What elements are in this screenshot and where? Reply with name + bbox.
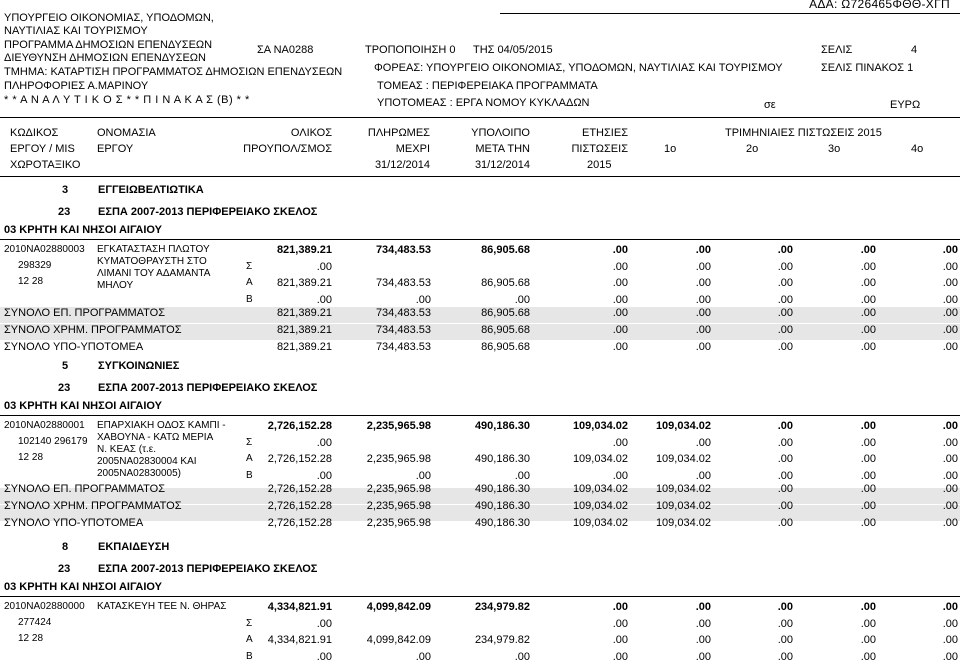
col-triminiaies: ΤΡΙΜΗΝΙΑΙΕΣ ΠΙΣΤΩΣΕΙΣ 2015 [725,127,882,139]
value-cell: 109,034.02 [572,420,628,432]
value-cell: .00 [860,293,876,306]
value-cell: .00 [860,277,876,289]
total-value: 734,483.53 [375,324,431,336]
total-label: ΣΥΝΟΛΟ ΧΡΗΜ. ΠΡΟΓΡΑΜΜΑΤΟΣ [4,500,182,512]
currency-label: ΕΥΡΩ [890,99,921,111]
total-value: 2,235,965.98 [366,517,431,529]
project-code: 2010ΝΑ02880003 [4,244,85,255]
total-value: .00 [695,341,711,353]
total-value: .00 [777,341,793,353]
total-value: .00 [942,307,958,319]
total-value: 2,726,152.28 [267,500,332,512]
col-kodikos-3: ΧΩΡΟΤΑΞΙΚΟ [10,159,81,171]
total-value: .00 [860,324,876,336]
sector-title: ΕΓΓΕΙΩΒΕΛΤΙΩΤΙΚΑ [98,184,204,196]
col-q4: 4ο [911,143,924,155]
selis-value: 4 [911,44,918,56]
value-cell: 821,389.21 [276,244,332,256]
value-cell: .00 [777,293,793,306]
value-cell: .00 [316,650,332,663]
org-line-1: ΥΠΟΥΡΓΕΙΟ ΟΙΚΟΝΟΜΙΑΣ, ΥΠΟΔΟΜΩΝ, [4,12,214,24]
project-name-line: ΛΙΜΑΝΙ ΤΟΥ ΑΔΑΜΑΝΤΑ [97,268,211,279]
sector-code: 8 [62,541,69,553]
value-cell: .00 [860,634,876,646]
region-title: 03 ΚΡΗΤΗ ΚΑΙ ΝΗΣΟΙ ΑΙΓΑΙΟΥ [4,224,162,236]
value-cell: .00 [942,634,958,646]
total-value: 86,905.68 [481,307,530,319]
value-cell: 86,905.68 [481,244,530,256]
subprogram-title: ΕΣΠΑ 2007-2013 ΠΕΡΙΦΕΡΕΙΑΚΟ ΣΚΕΛΟΣ [98,382,318,394]
report-title: * * Α Ν Α Λ Υ Τ Ι Κ Ο Σ * * Π Ι Ν Α Κ Α Σ (Β) * * [4,94,250,106]
value-cell: .00 [695,601,711,613]
project-name-line: ΜΗΛΟΥ [97,280,134,291]
total-value: .00 [777,307,793,319]
subprogram-code: 23 [58,563,71,575]
value-cell: .00 [612,260,628,273]
value-cell: .00 [942,617,958,630]
value-cell: 734,483.53 [375,277,431,289]
value-cell: 734,483.53 [375,244,431,256]
value-cell: .00 [514,469,530,482]
total-value: .00 [942,500,958,512]
sector-code: 5 [62,360,69,372]
value-cell: .00 [860,260,876,273]
row-letter: Σ [246,436,253,448]
subprogram-code: 23 [58,382,71,394]
org-line-4: ΔΙΕΥΘΥΝΣΗ ΔΗΜΟΣΙΩΝ ΕΠΕΝΔΥΣΕΩΝ [4,52,206,64]
value-cell: .00 [942,601,958,613]
sa-code: ΣΑ ΝΑ0288 [257,44,314,56]
org-line-5: ΤΜΗΜΑ: ΚΑΤΑΡΤΙΣΗ ΠΡΟΓΡΑΜΜΑΤΟΣ ΔΗΜΟΣΙΩΝ ΕΠΕΝΔΥΣΕΩΝ [4,66,343,78]
value-cell: .00 [860,244,876,256]
value-cell: .00 [942,293,958,306]
value-cell: 2,726,152.28 [267,420,332,432]
total-label: ΣΥΝΟΛΟ ΥΠΟ-ΥΠΟΤΟΜΕΑ [4,517,144,529]
subprogram-title: ΕΣΠΑ 2007-2013 ΠΕΡΙΦΕΡΕΙΑΚΟ ΣΚΕΛΟΣ [98,206,318,218]
ypotomeas: ΥΠΟΤΟΜΕΑΣ : ΕΡΓΑ ΝΟΜΟΥ ΚΥΚΛΑΔΩΝ [377,97,590,109]
col-ypoloipo-3: 31/12/2014 [474,159,530,171]
total-value: 86,905.68 [481,341,530,353]
total-value: 2,726,152.28 [267,483,332,495]
value-cell: 4,334,821.91 [267,601,332,613]
value-cell: .00 [860,453,876,465]
total-value: .00 [860,341,876,353]
header-top-rule [500,13,960,14]
value-cell: 2,235,965.98 [366,453,431,465]
value-cell: 234,979.82 [474,634,530,646]
project-code: 2010ΝΑ02880000 [4,601,85,612]
region-title: 03 ΚΡΗΤΗ ΚΑΙ ΝΗΣΟΙ ΑΙΓΑΙΟΥ [4,581,162,593]
value-cell: .00 [942,260,958,273]
value-cell: .00 [860,436,876,449]
total-label: ΣΥΝΟΛΟ ΧΡΗΜ. ΠΡΟΓΡΑΜΜΑΤΟΣ [4,324,182,336]
value-cell: .00 [415,650,431,663]
total-value: .00 [777,517,793,529]
total-value: 821,389.21 [276,307,332,319]
tropopoiisi: ΤΡΟΠΟΠΟΙΗΣΗ 0 [365,44,456,56]
total-value: 109,034.02 [655,517,711,529]
value-cell: .00 [415,469,431,482]
value-cell: .00 [942,244,958,256]
value-cell: 4,099,842.09 [366,601,431,613]
total-value: .00 [777,324,793,336]
total-value: .00 [860,483,876,495]
value-cell: .00 [612,650,628,663]
value-cell: .00 [612,601,628,613]
value-cell: .00 [415,293,431,306]
value-cell: .00 [695,277,711,289]
col-q2: 2ο [746,143,759,155]
project-name-line: ΚΥΜΑΤΟΘΡΑΥΣΤΗ ΣΤΟ [97,256,207,267]
value-cell: .00 [612,244,628,256]
project-name-line: ΧΑΒΟΥΝΑ - ΚΑΤΩ ΜΕΡΙΑ [97,432,214,443]
value-cell: 490,186.30 [474,420,530,432]
tis-date: ΤΗΣ 04/05/2015 [473,44,553,56]
value-cell: .00 [316,260,332,273]
value-cell: .00 [695,260,711,273]
selis-pinakos: ΣΕΛΙΣ ΠΙΝΑΚΟΣ 1 [821,62,914,74]
value-cell: .00 [514,650,530,663]
col-olikos-1: ΟΛΙΚΟΣ [290,127,332,139]
value-cell: .00 [777,260,793,273]
value-cell: .00 [942,420,958,432]
total-value: 821,389.21 [276,324,332,336]
region-rule [0,239,960,240]
total-value: 490,186.30 [474,483,530,495]
value-cell: .00 [860,617,876,630]
value-cell: .00 [777,436,793,449]
total-value: 490,186.30 [474,500,530,512]
value-cell: .00 [316,617,332,630]
value-cell: .00 [777,277,793,289]
value-cell: .00 [777,601,793,613]
value-cell: .00 [514,293,530,306]
row-letter: Α [246,634,253,645]
value-cell: .00 [777,617,793,630]
value-cell: .00 [612,469,628,482]
project-name-line: ΕΓΚΑΤΑΣΤΑΣΗ ΠΛΩΤΟΥ [97,244,210,255]
value-cell: 2,235,965.98 [366,420,431,432]
total-value: 490,186.30 [474,517,530,529]
total-value: .00 [695,324,711,336]
col-etisies-1: ΕΤΗΣΙΕΣ [582,127,628,139]
value-cell: 821,389.21 [276,277,332,289]
total-value: 109,034.02 [572,500,628,512]
region-rule [0,596,960,597]
total-value: .00 [777,500,793,512]
value-cell: .00 [942,650,958,663]
total-value: .00 [860,307,876,319]
project-mis: 102140 296179 [18,436,88,447]
value-cell: 4,099,842.09 [366,634,431,646]
value-cell: .00 [942,277,958,289]
col-ypoloipo-2: ΜΕΤΑ ΤΗΝ [475,143,530,155]
sector-title: ΕΚΠΑΙΔΕΥΣΗ [98,541,170,553]
value-cell: .00 [860,650,876,663]
total-value: .00 [942,341,958,353]
value-cell: .00 [695,293,711,306]
col-ypoloipo-1: ΥΠΟΛΟΙΠΟ [471,127,530,139]
project-name-line: 2005ΝΑ02830004 ΚΑΙ [97,456,197,467]
value-cell: .00 [942,453,958,465]
project-name-line: ΕΠΑΡΧΙΑΚΗ ΟΔΟΣ ΚΑΜΠΙ - [97,420,226,431]
col-pliromes-1: ΠΛΗΡΩΜΕΣ [367,127,430,139]
total-label: ΣΥΝΟΛΟ ΥΠΟ-ΥΠΟΤΟΜΕΑ [4,341,144,353]
value-cell: .00 [612,293,628,306]
total-value: 821,389.21 [276,341,332,353]
row-letter: Β [246,293,253,305]
project-name-line: 2005ΝΑ02830005) [97,468,181,479]
row-letter: Α [246,277,253,288]
project-xorotaxiko: 12 28 [18,452,44,463]
value-cell: .00 [942,436,958,449]
project-mis: 277424 [18,617,52,628]
total-label: ΣΥΝΟΛΟ ΕΠ. ΠΡΟΓΡΑΜΜΑΤΟΣ [4,483,166,495]
value-cell: .00 [777,634,793,646]
org-line-3: ΠΡΟΓΡΑΜΜΑ ΔΗΜΟΣΙΩΝ ΕΠΕΝΔΥΣΕΩΝ [4,39,213,51]
value-cell: .00 [695,469,711,482]
value-cell: .00 [777,420,793,432]
total-value: 109,034.02 [655,483,711,495]
value-cell: .00 [777,469,793,482]
selis-label: ΣΕΛΙΣ [821,44,853,56]
total-value: .00 [777,483,793,495]
total-value: 109,034.02 [572,483,628,495]
value-cell: .00 [695,617,711,630]
total-value: 734,483.53 [375,341,431,353]
row-letter: Β [246,650,253,662]
value-cell: 86,905.68 [481,277,530,289]
col-q1: 1ο [664,143,677,155]
foreas: ΦΟΡΕΑΣ: ΥΠΟΥΡΓΕΙΟ ΟΙΚΟΝΟΜΙΑΣ, ΥΠΟΔΟΜΩΝ, ΝΑΥΤΙΛΙΑΣ ΚΑΙ ΤΟΥΡΙΣΜΟΥ [374,62,783,74]
project-name-line: ΚΑΤΑΣΚΕΥΗ ΤΕΕ Ν. ΘΗΡΑΣ [97,601,227,612]
value-cell: .00 [612,436,628,449]
header-rule [0,117,960,118]
value-cell: .00 [942,469,958,482]
subprogram-title: ΕΣΠΑ 2007-2013 ΠΕΡΙΦΕΡΕΙΑΚΟ ΣΚΕΛΟΣ [98,563,318,575]
total-value: 2,235,965.98 [366,483,431,495]
value-cell: 4,334,821.91 [267,634,332,646]
value-cell: .00 [612,634,628,646]
value-cell: .00 [695,244,711,256]
column-header-rule [0,176,960,177]
value-cell: .00 [316,293,332,306]
value-cell: 109,034.02 [655,420,711,432]
total-value: 86,905.68 [481,324,530,336]
total-value: .00 [612,324,628,336]
value-cell: 109,034.02 [655,453,711,465]
total-value: 109,034.02 [655,500,711,512]
currency-se: σε [764,99,776,111]
col-q3: 3ο [828,143,841,155]
tomeas: ΤΟΜΕΑΣ : ΠΕΡΙΦΕΡΕΙΑΚΑ ΠΡΟΓΡΑΜΜΑΤΑ [377,80,598,92]
value-cell: .00 [860,601,876,613]
total-value: .00 [860,517,876,529]
total-value: 2,235,965.98 [366,500,431,512]
row-letter: Β [246,469,253,481]
col-olikos-2: ΠΡΟΥΠΟΛ/ΣΜΟΣ [243,143,332,155]
sector-code: 3 [62,184,69,196]
value-cell: .00 [860,420,876,432]
subprogram-code: 23 [58,206,71,218]
org-line-2: ΝΑΥΤΙΛΙΑΣ ΚΑΙ ΤΟΥΡΙΣΜΟΥ [4,25,148,37]
total-value: 2,726,152.28 [267,517,332,529]
col-kodikos-2: ΕΡΓΟΥ / MIS [10,143,75,155]
value-cell: .00 [695,650,711,663]
value-cell: .00 [612,277,628,289]
project-mis: 298329 [18,260,52,271]
total-value: .00 [612,341,628,353]
project-code: 2010ΝΑ02880001 [4,420,85,431]
row-letter: Α [246,453,253,464]
col-onomasia-2: ΕΡΓΟΥ [97,143,134,155]
total-value: .00 [942,483,958,495]
col-onomasia-1: ΟΝΟΜΑΣΙΑ [97,127,156,139]
value-cell: .00 [316,469,332,482]
ada-code: ΑΔΑ: Ω726465ΦΘΘ-ΧΓΠ [809,0,950,11]
project-xorotaxiko: 12 28 [18,276,44,287]
value-cell: 109,034.02 [572,453,628,465]
col-etisies-2: ΠΙΣΤΩΣΕΙΣ [571,143,628,155]
total-value: 109,034.02 [572,517,628,529]
project-name-line: Ν. ΚΕΑΣ (τ.ε. [97,444,157,455]
sector-title: ΣΥΓΚΟΙΝΩΝΙΕΣ [98,360,180,372]
value-cell: 234,979.82 [474,601,530,613]
value-cell: .00 [777,453,793,465]
col-etisies-3: 2015 [587,159,612,171]
row-letter: Σ [246,260,253,272]
row-letter: Σ [246,617,253,629]
total-value: .00 [695,307,711,319]
value-cell: .00 [316,436,332,449]
region-rule [0,415,960,416]
value-cell: 2,726,152.28 [267,453,332,465]
col-pliromes-3: 31/12/2014 [374,159,430,171]
region-title: 03 ΚΡΗΤΗ ΚΑΙ ΝΗΣΟΙ ΑΙΓΑΙΟΥ [4,400,162,412]
total-value: .00 [612,307,628,319]
value-cell: .00 [777,650,793,663]
value-cell: .00 [860,469,876,482]
value-cell: 490,186.30 [474,453,530,465]
total-value: .00 [942,517,958,529]
total-value: 734,483.53 [375,307,431,319]
project-xorotaxiko: 12 28 [18,633,44,644]
org-line-6: ΠΛΗΡΟΦΟΡΙΕΣ Α.ΜΑΡΙΝΟΥ [4,80,149,92]
total-value: .00 [860,500,876,512]
total-value: .00 [942,324,958,336]
value-cell: .00 [777,244,793,256]
value-cell: .00 [695,436,711,449]
col-kodikos-1: ΚΩΔΙΚΟΣ [10,127,59,139]
total-label: ΣΥΝΟΛΟ ΕΠ. ΠΡΟΓΡΑΜΜΑΤΟΣ [4,307,166,319]
value-cell: .00 [612,617,628,630]
value-cell: .00 [695,634,711,646]
col-pliromes-2: ΜΕΧΡΙ [395,143,430,155]
